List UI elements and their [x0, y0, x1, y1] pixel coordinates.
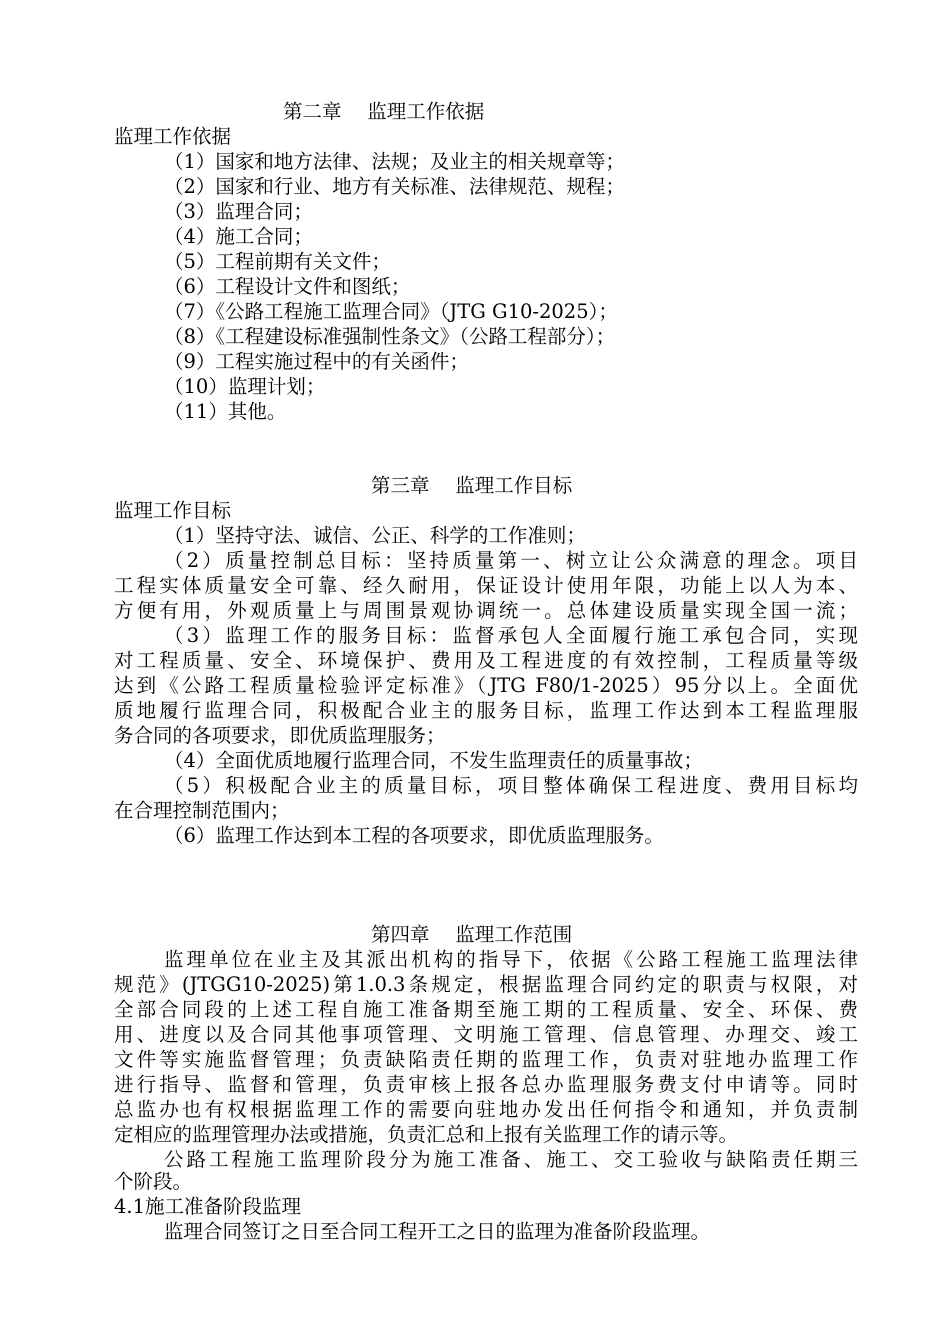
list-item: （6）工程设计文件和图纸； [164, 275, 411, 298]
paragraph-line: （1）坚持守法、诚信、公正、科学的工作准则； [164, 524, 586, 547]
paragraph-line: 务合同的各项要求，即优质监理服务； [114, 724, 446, 747]
subsection-title: 4.1施工准备阶段监理 [114, 1195, 302, 1218]
paragraph-line: 公路工程施工监理阶段分为施工准备、施工、交工验收与缺陷责任期三 [164, 1148, 858, 1171]
paragraph-line: 用、进度以及合同其他事项管理、文明施工管理、信息管理、办理交、竣工 [114, 1023, 858, 1046]
chapter-2-heading: 第二章 监理工作依据 [283, 100, 485, 123]
chapter-3-section-title: 监理工作目标 [114, 499, 232, 522]
paragraph-line: 监理合同签订之日至合同工程开工之日的监理为准备阶段监理。 [164, 1220, 711, 1243]
paragraph-line: 工程实体质量安全可靠、经久耐用，保证设计使用年限，功能上以人为本、 [114, 574, 858, 597]
list-item: （8）《工程建设标准强制性条文》（公路工程部分）； [164, 325, 616, 348]
paragraph-line: 达到《公路工程质量检验评定标准》（JTG F80/1-2025）95分以上。全面优 [114, 674, 858, 697]
list-item: （2）国家和行业、地方有关标准、法律规范、规程； [164, 175, 625, 198]
list-item: （10）监理计划； [164, 375, 326, 398]
paragraph-line: 监理单位在业主及其派出机构的指导下，依据《公路工程施工监理法律 [164, 948, 858, 971]
list-item: （9）工程实施过程中的有关函件； [164, 350, 469, 373]
paragraph-line: （3）监理工作的服务目标：监督承包人全面履行施工承包合同，实现 [164, 624, 858, 647]
paragraph-line: 质地履行监理合同，积极配合业主的服务目标，监理工作达到本工程监理服 [114, 699, 858, 722]
paragraph-line: （6）监理工作达到本工程的各项要求，即优质监理服务。 [164, 824, 664, 847]
list-item: （11）其他。 [164, 400, 287, 423]
paragraph-line: （5）积极配合业主的质量目标，项目整体确保工程进度、费用目标均 [164, 774, 858, 797]
paragraph-line: （4）全面优质地履行监理合同，不发生监理责任的质量事故； [164, 749, 703, 772]
paragraph-line: 个阶段。 [114, 1170, 193, 1193]
paragraph-line: 规范》(JTGG10-2025)第1.0.3条规定，根据监理合同约定的职责与权限，对 [114, 973, 858, 996]
paragraph-line: 在合理控制范围内； [114, 799, 290, 822]
list-item: （5）工程前期有关文件； [164, 250, 391, 273]
paragraph-line: 进行指导、监督和管理，负责审核上报各总办监理服务费支付申请等。同时 [114, 1073, 858, 1096]
list-item: （4）施工合同； [164, 225, 313, 248]
paragraph-line: 方便有用，外观质量上与周围景观协调统一。总体建设质量实现全国一流； [114, 599, 858, 622]
paragraph-line: 对工程质量、安全、环境保护、费用及工程进度的有效控制，工程质量等级 [114, 649, 858, 672]
list-item: （7）《公路工程施工监理合同》（JTG G10-2025）； [164, 300, 618, 323]
paragraph-line: 全部合同段的上述工程自施工准备期至施工期的工程质量、安全、环保、费 [114, 998, 858, 1021]
list-item: （3）监理合同； [164, 200, 313, 223]
paragraph-line: （2）质量控制总目标：坚持质量第一、树立让公众满意的理念。项目 [164, 549, 858, 572]
list-item: （1）国家和地方法律、法规；及业主的相关规章等； [164, 150, 625, 173]
chapter-2-section-title: 监理工作依据 [114, 125, 232, 148]
chapter-4-heading: 第四章 监理工作范围 [371, 923, 573, 946]
paragraph-line: 定相应的监理管理办法或措施，负责汇总和上报有关监理工作的请示等。 [114, 1123, 739, 1146]
paragraph-line: 文件等实施监督管理；负责缺陷责任期的监理工作，负责对驻地办监理工作 [114, 1048, 858, 1071]
paragraph-line: 总监办也有权根据监理工作的需要向驻地办发出任何指令和通知，并负责制 [114, 1098, 858, 1121]
chapter-3-heading: 第三章 监理工作目标 [371, 474, 573, 497]
